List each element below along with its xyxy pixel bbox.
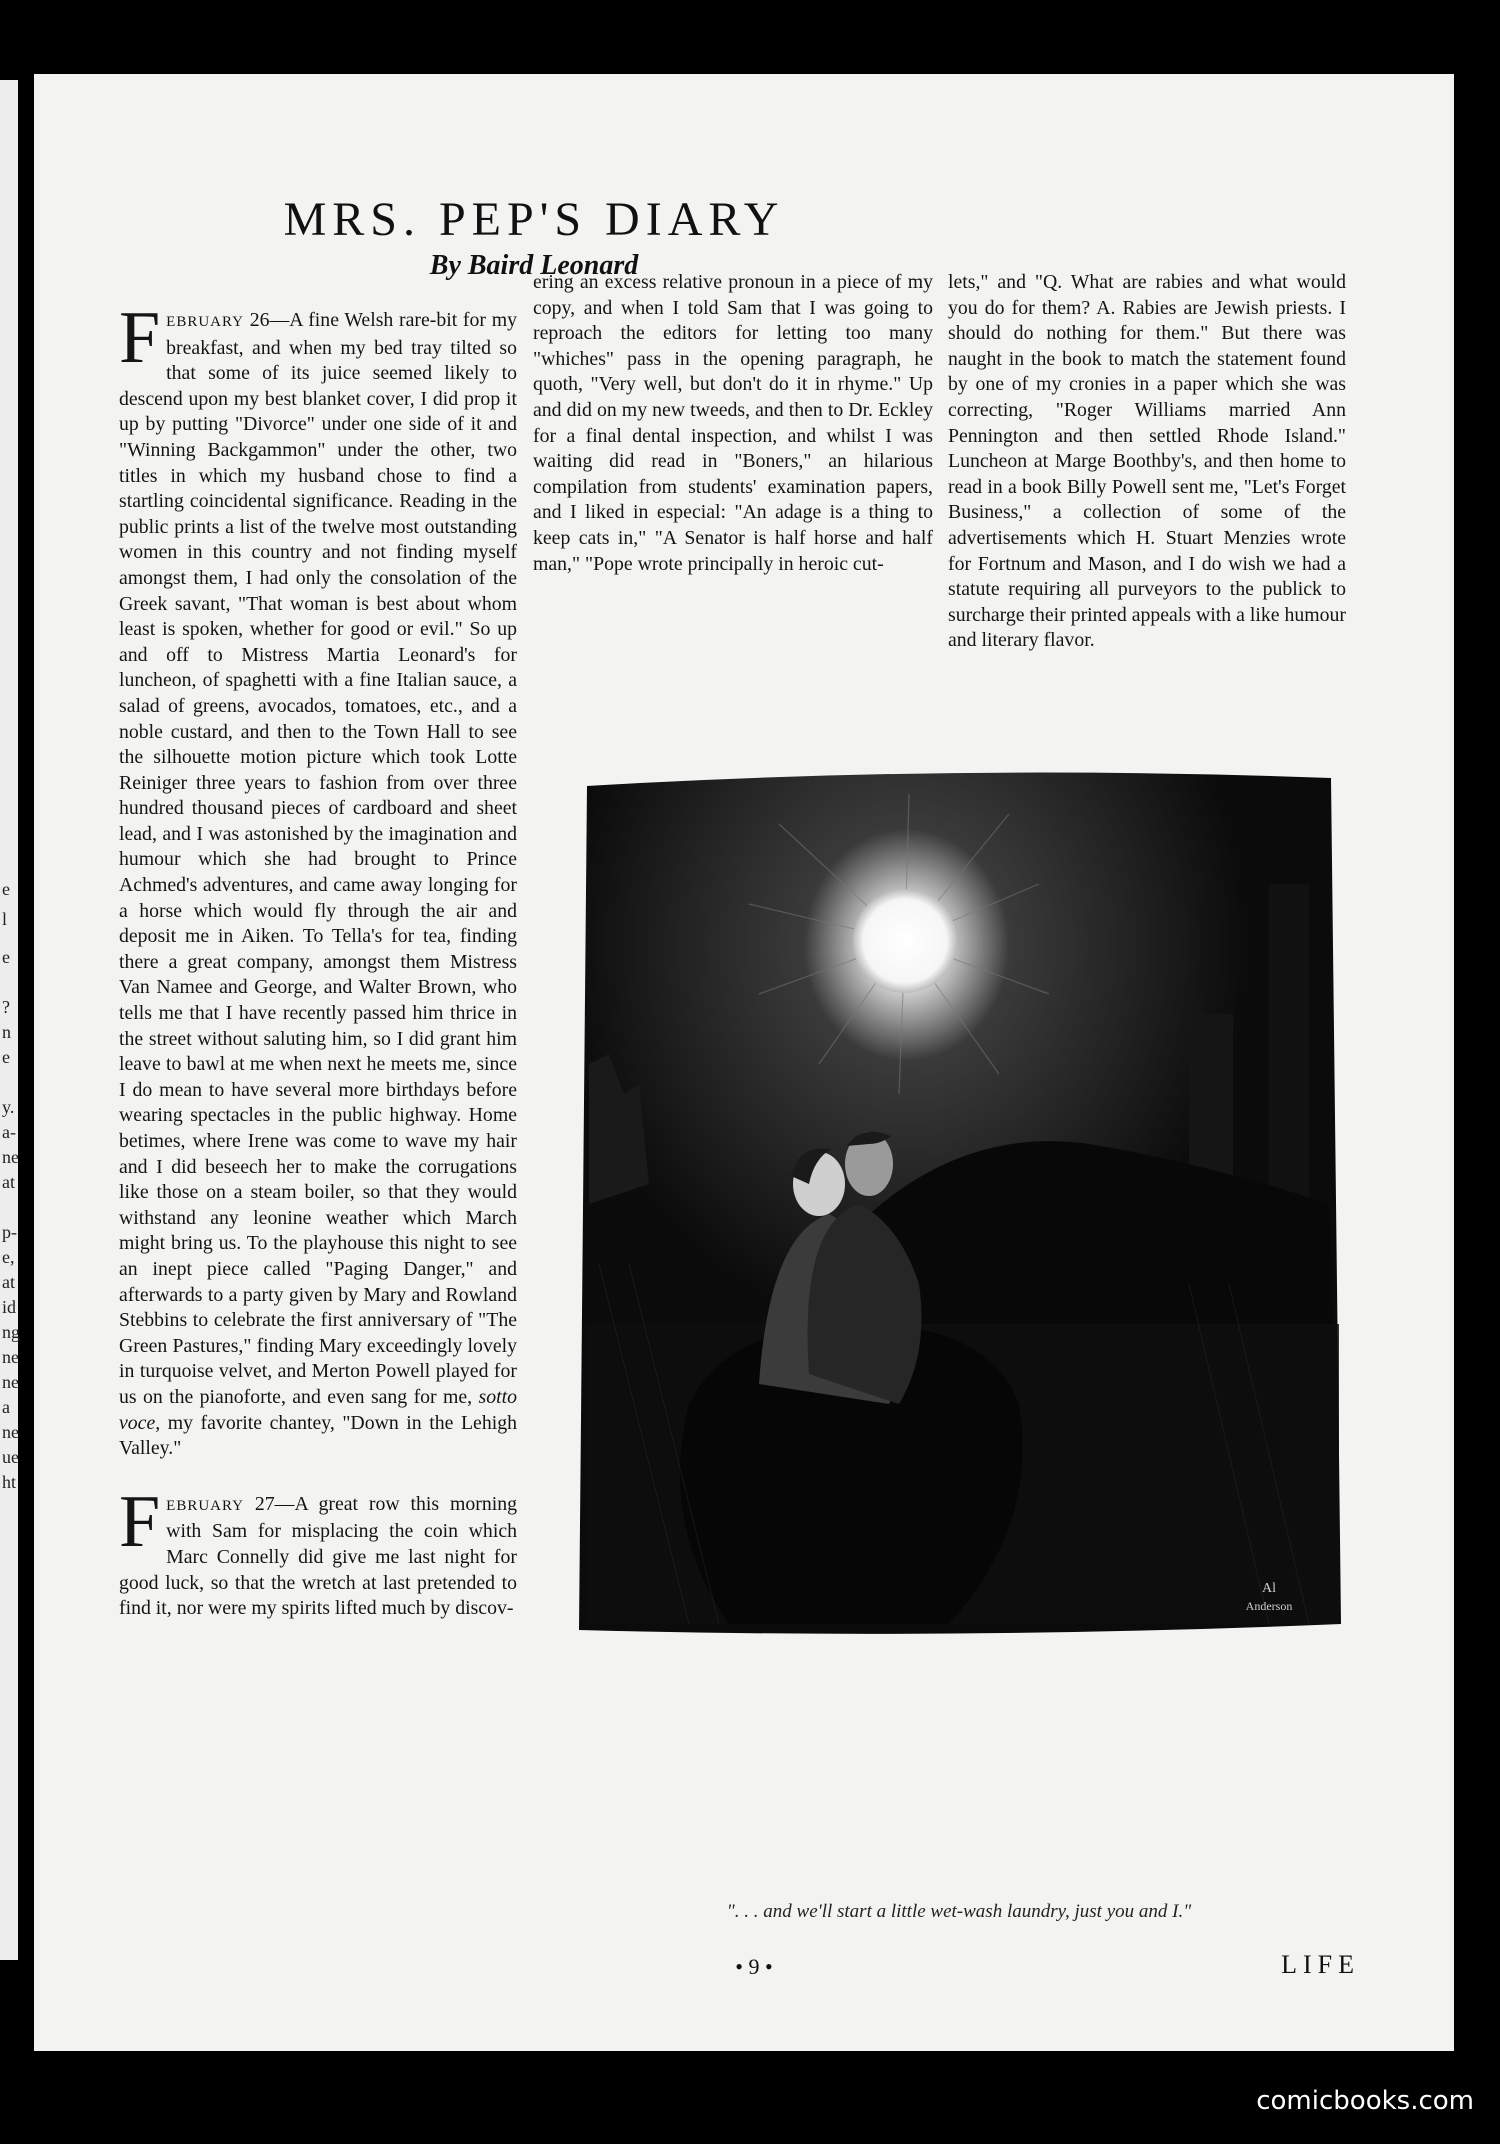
diary-entry-feb-27 xyxy=(119,1480,517,1622)
entry-italic-phrase: sotto voce, xyxy=(119,1385,517,1434)
left-page-fragment: at xyxy=(2,1272,15,1292)
left-page-fragment: e xyxy=(2,879,10,899)
diary-entry-feb-26 xyxy=(119,297,517,1462)
left-page-fragment: ne xyxy=(2,1422,19,1442)
left-page-fragment: id xyxy=(2,1297,17,1317)
entry-month: EBRUARY xyxy=(166,314,245,330)
left-page-fragment: at xyxy=(2,1172,15,1192)
left-page-fragment: ne xyxy=(2,1147,19,1167)
magazine-name: LIFE xyxy=(1281,1950,1360,1979)
left-page-fragment: ue xyxy=(2,1447,19,1467)
column-text: ering an excess relative pronoun in a piece of my copy, and when I told Sam that I was going to reproach the editors for letting too many "whiches" pass in the opening paragraph, he quoth, "Very well, but don't do it in rhyme." Up and did on my new tweeds, and then to Dr. Eckley for a final dental inspection, and whilst I was waiting did read in "Boners," an hilarious compilation from students' examination papers, and I liked in especial: "An adage is a thing to keep cats in," "A Senator is half horse and half man," "Pope wrote principally in heroic cut- xyxy=(533,271,933,575)
entry-body: 27—A great row this morning with Sam for misplacing the coin which Marc Connelly did give me last night for good luck, so that the wretch at last pretended to find it, nor were my spirits lifted much by discov- xyxy=(119,1492,517,1620)
left-page-fragment: ? xyxy=(2,997,10,1017)
left-page-fragment: l xyxy=(2,909,8,929)
tower-silhouette xyxy=(1269,884,1309,1204)
drop-cap: F xyxy=(119,297,161,379)
text-column-2 xyxy=(533,270,933,577)
column-text: lets," and "Q. What are rabies and what would you do for them? A. Rabies are Jewish priests. I should do nothing for them." But there was naught in the book to match the statement found by one of my cronies in a paper which she was correcting, "Roger Williams married Ann Pennington and then settled Rhode Island." Luncheon at Marge Boothby's, and then home to read in a book Billy Powell sent me, "Let's Forget Business," a collection of some of the advertisements which H. Stuart Menzies wrote for Fortnum and Mason, and I do wish we had a statute requiring all purveyors to the publick to surcharge their printed appeals with a like humour and literary flavor. xyxy=(948,271,1346,652)
left-page-fragment: e, xyxy=(2,1247,15,1267)
page-number: • 9 • xyxy=(735,1954,773,1979)
artist-signature: Al xyxy=(1262,1581,1276,1596)
text-column-1 xyxy=(119,297,517,1622)
entry-body: 26—A fine Welsh rare-bit for my breakfast, and when my bed tray tilted so that some of its juice seemed likely to descend upon my best blanket cover, I did prop it up by putting "Divorce" under one side of it and "Winning Backgammon" under the other, two titles in which my husband chose to find a startling coincidental significance. Reading in the public prints a list of the twelve most outstanding women in this country and not finding myself amongst them, I had only the consolation of the Greek savant, "That woman is best about whom least is spoken, whether for good or evil." So up and off to Mistress Martia Leonard's for luncheon, of spaghetti with a fine Italian sauce, a salad of greens, avocados, tomatoes, etc., and a noble custard, and then to the Town Hall to see the silhouette motion picture which took Lotte Reiniger three years to fashion from over three hundred thousand pieces of cardboard and sheet lead, and I was astonished by the imagination and humour which she had brought to Prince Achmed's adventures, and came away longing for a horse which would fly through the air and deposit me in Aiken. To Tella's for tea, finding there a great company, amongst them Mistress Van Namee and George, and Walter Brown, who tells me that I have recently passed him thrice in the street without saluting him, so I did grant him leave to bawl at me when next he meets me, since I do mean to have several more birthdays before wearing spectacles in the public highway. Home betimes, where Irene was come to wave my hair and I did beseech her to make the corrugations like those on a steam boiler, so that they would withstand any leonine weather which March might bring us. To the playhouse this night to see an inept piece called "Paging Danger," and afterwards to a party given by Mary and Rowland Stebbins to celebrate the first anniversary of "The Green Pastures," finding Mary exceedingly lovely in turquoise velvet, and Merton Powell played for us on the pianoforte, and even sang for me, xyxy=(119,309,517,1408)
left-page-fragment: n xyxy=(2,1022,11,1042)
left-page-fragment: ne xyxy=(2,1347,19,1367)
full-moon xyxy=(853,889,957,993)
left-page-fragment: a xyxy=(2,1397,10,1417)
left-page-fragment: ne xyxy=(2,1372,19,1392)
watermark-text: comicbooks.com xyxy=(1256,2086,1474,2116)
moonlit-couple-illustration xyxy=(569,764,1349,1644)
left-page-fragment: p- xyxy=(2,1222,17,1242)
entry-month: EBRUARY xyxy=(166,1497,245,1514)
drop-cap: F xyxy=(119,1480,161,1563)
left-page-fragment: ht xyxy=(2,1472,17,1492)
left-page-fragment: e xyxy=(2,947,10,967)
entry-body-tail: my favorite chantey, "Down in the Lehigh Valley." xyxy=(119,1411,517,1460)
left-page-fragment: e xyxy=(2,1047,10,1067)
text-column-3 xyxy=(948,270,1346,654)
article-byline: By Baird Leonard xyxy=(429,250,639,281)
left-page-edge xyxy=(0,80,18,1960)
article-title: MRS. PEP'S DIARY xyxy=(283,193,785,246)
artist-signature: Anderson xyxy=(1245,1599,1293,1613)
tower-silhouette xyxy=(1189,1014,1233,1184)
left-page-fragment: a- xyxy=(2,1122,16,1142)
magazine-page xyxy=(34,74,1454,2051)
left-page-fragment: y. xyxy=(2,1097,15,1117)
illustration-caption: ". . . and we'll start a little wet-wash laundry, just you and I." xyxy=(726,1901,1192,1922)
left-page-fragment: ng xyxy=(2,1322,20,1342)
